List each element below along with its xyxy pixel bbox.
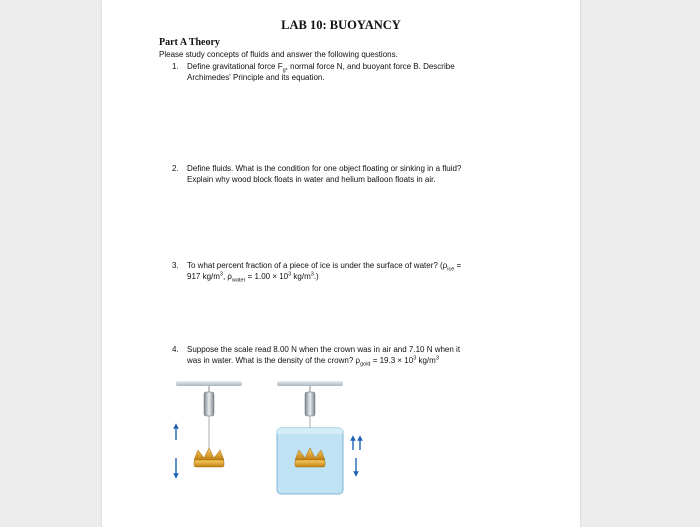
intro-text: Please study concepts of fluids and answer the following questions.: [159, 50, 398, 59]
spring-scale-left: [204, 392, 214, 416]
support-bar-right: [277, 381, 343, 386]
page-title: LAB 10: BUOYANCY: [281, 18, 401, 32]
question-1: 1. Define gravitational force $F_g$, normal force N, and buoyant force B. Describe Archimedes' Principle and its equation.: [172, 62, 455, 82]
question-2: 2. Define fluids. What is the condition for one object floating or sinking in a fluid? Explain why wood block floats in water and helium balloon floats in air.: [172, 164, 462, 184]
spring-scale-right: [305, 392, 315, 416]
crown-scale-figure: [164, 378, 364, 500]
question-4: 4. Suppose the scale read 8.00 N when the crown was in air and 7.10 N when it was in water. What is the density of the crown? $\rho_{gold} = 19.3 \times 10^3$ $kg/m^3$: [172, 345, 461, 368]
section-heading: Part A Theory: [159, 37, 220, 48]
crown-left: [194, 448, 224, 467]
crown-right: [295, 448, 325, 467]
question-3: 3. To what percent fraction of a piece of ice is under the surface of water? ($\rho_{ice}$ = 917 $kg/m^3$, $\rho_{water} = 1.00 \times 10^3$ $kg/m^3$.): [172, 261, 462, 284]
document-page: [102, 0, 580, 527]
support-bar-left: [176, 381, 242, 386]
